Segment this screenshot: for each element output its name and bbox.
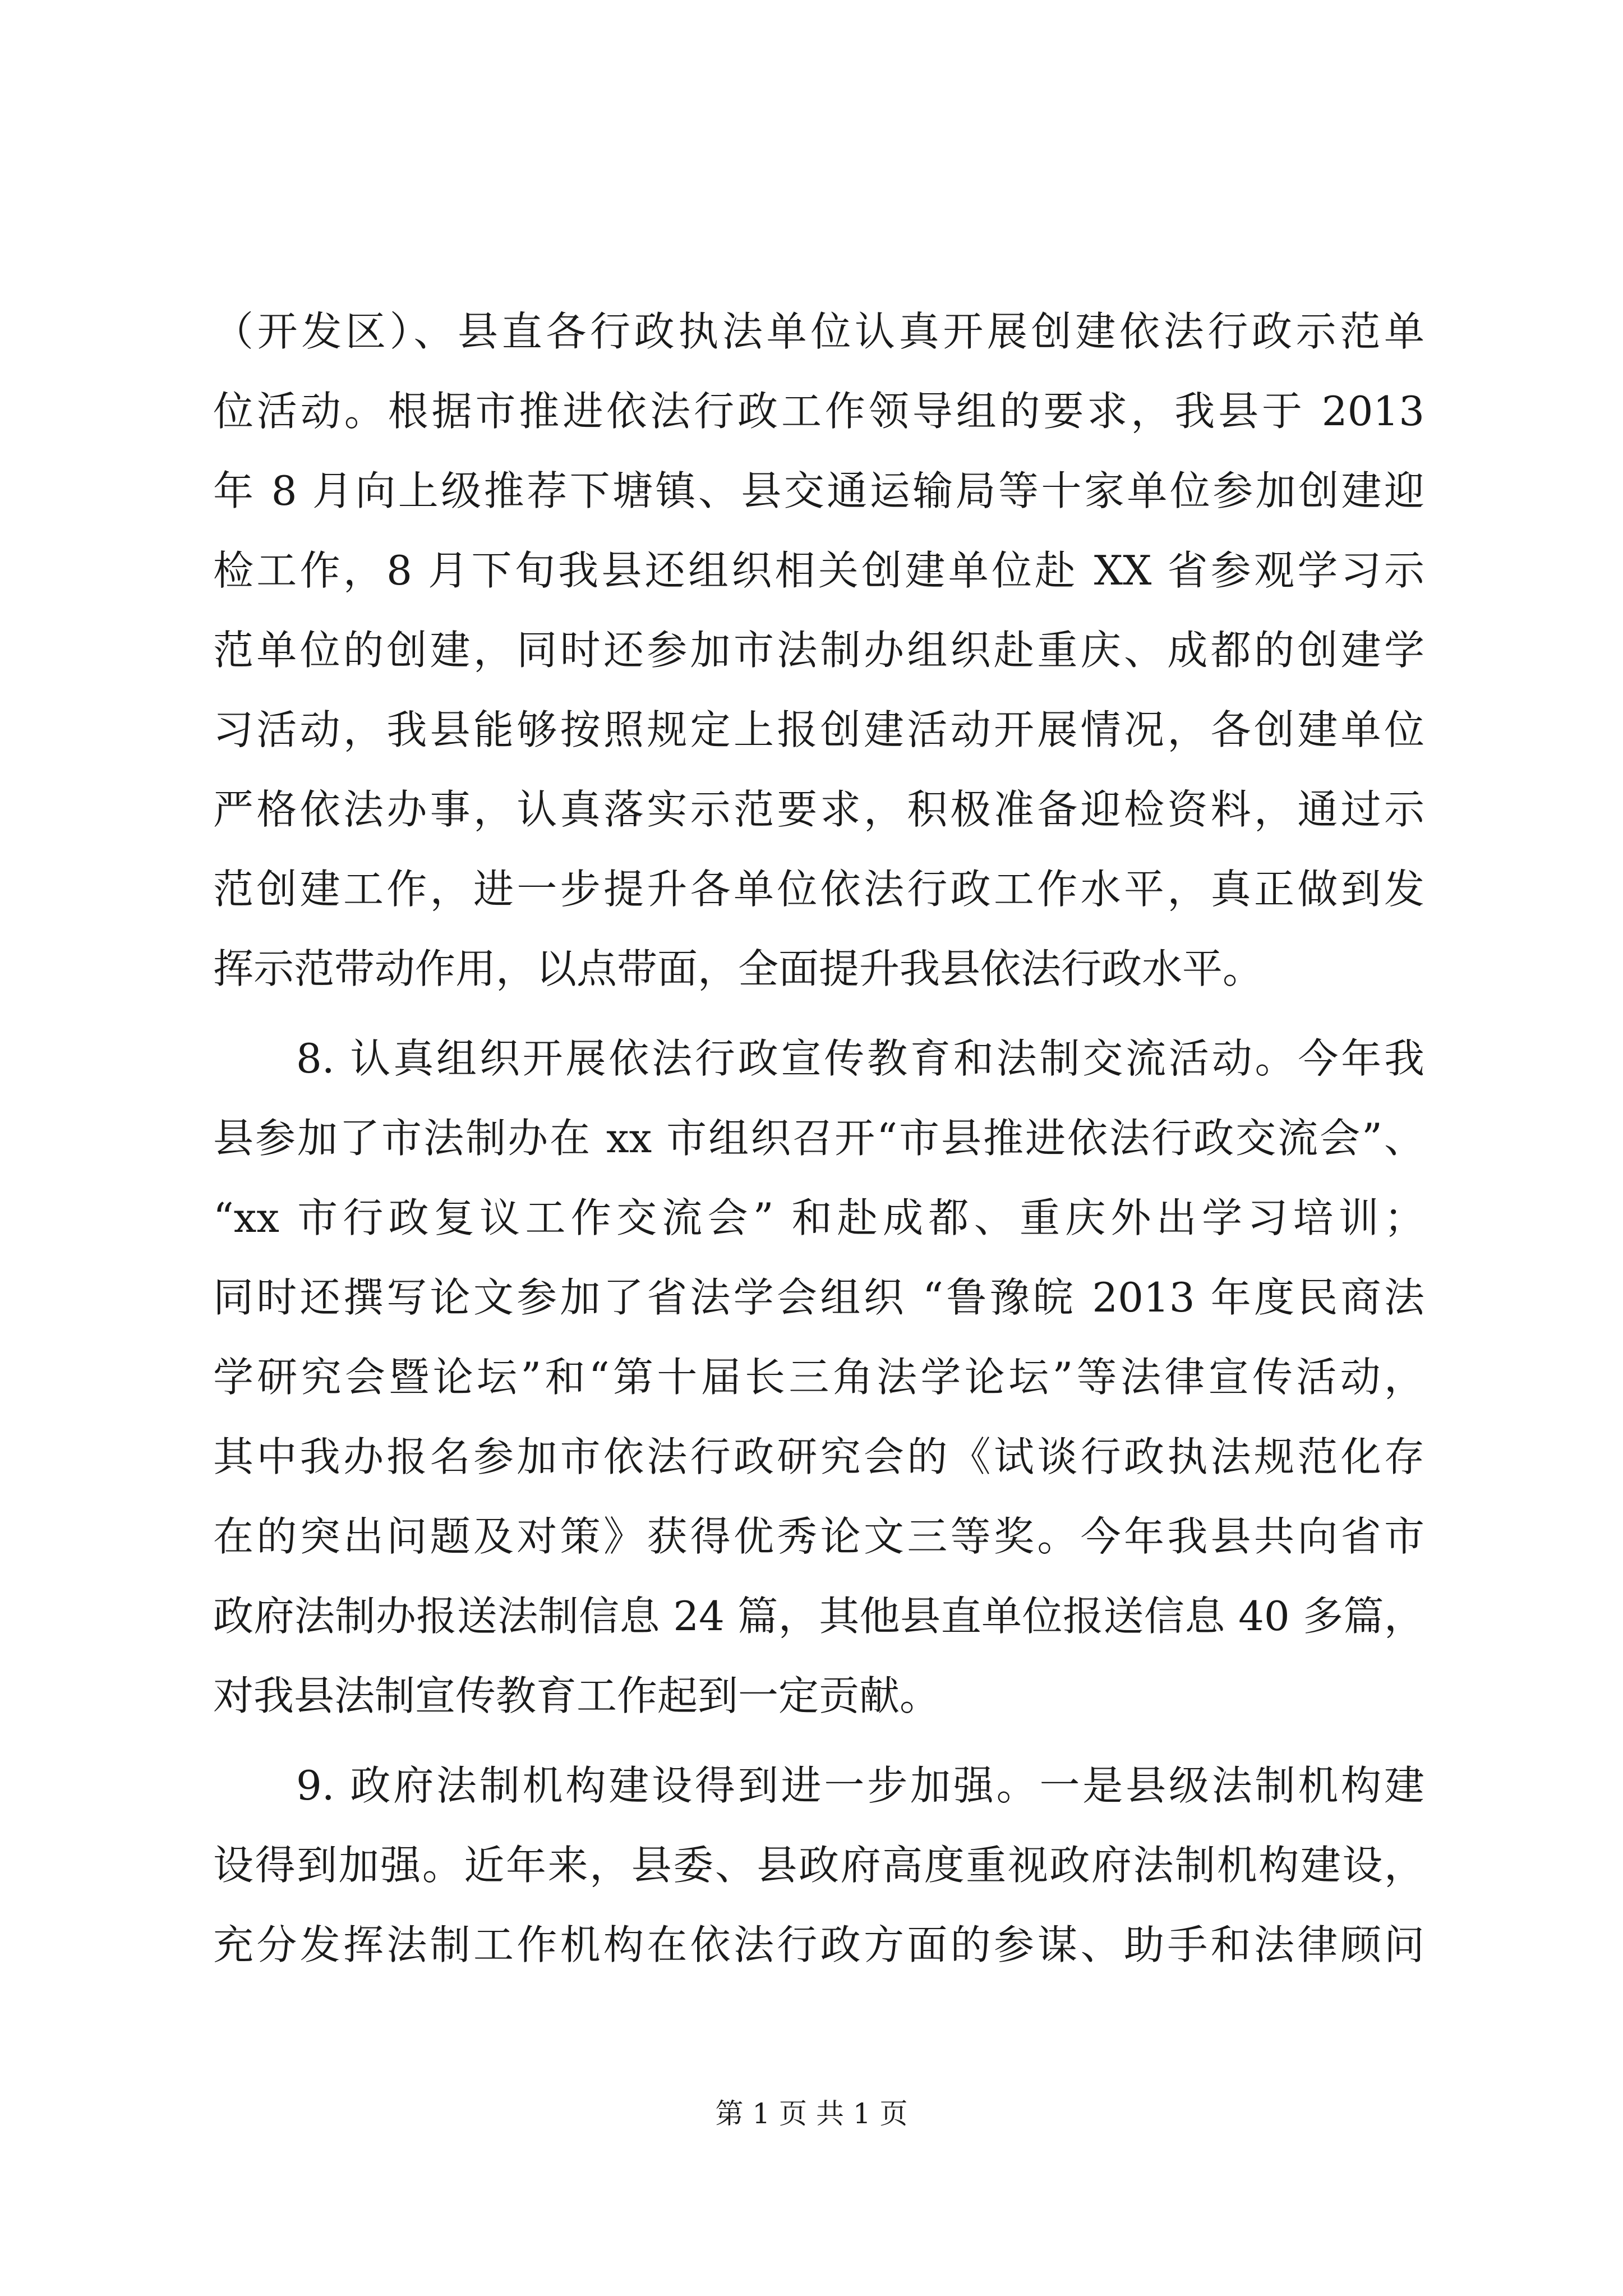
text-line: 县参加了市法制办在 xx 市组织召开“市县推进依法行政交流会”、	[213, 1115, 1424, 1162]
paragraph-start-line: 9. 政府法制机构建设得到进一步加强。一是县级法制机构建	[296, 1762, 1424, 1809]
page-footer: 第 1 页 共 1 页	[715, 2097, 908, 2130]
paragraph-gap	[213, 1009, 1424, 1019]
text-line: 设得到加强。近年来，县委、县政府高度重视政府法制机构建设，	[213, 1842, 1424, 1889]
text-line: 对我县法制宣传教育工作起到一定贡献。	[213, 1672, 940, 1719]
text-line: 同时还撰写论文参加了省法学会组织 “鲁豫皖 2013 年度民商法	[213, 1274, 1424, 1321]
text-line: （开发区）、县直各行政执法单位认真开展创建依法行政示范单	[213, 308, 1424, 355]
text-line: 学研究会暨论坛”和“第十届长三角法学论坛”等法律宣传活动，	[213, 1354, 1424, 1401]
text-line: 充分发挥法制工作机构在依法行政方面的参谋、助手和法律顾问	[213, 1921, 1424, 1968]
text-line: 位活动。根据市推进依法行政工作领导组的要求，我县于 2013	[213, 388, 1424, 435]
document-body	[213, 292, 1424, 1985]
text-line: 挥示范带动作用，以点带面，全面提升我县依法行政水平。	[213, 945, 1264, 992]
text-line: 范单位的创建，同时还参加市法制办组织赴重庆、成都的创建学	[213, 627, 1424, 674]
text-line: 习活动，我县能够按照规定上报创建活动开展情况，各创建单位	[213, 706, 1424, 753]
paragraph-gap	[213, 1736, 1424, 1746]
text-line: 检工作，8 月下旬我县还组织相关创建单位赴 XX 省参观学习示	[213, 547, 1424, 594]
text-line: “xx 市行政复议工作交流会” 和赴成都、重庆外出学习培训；	[213, 1194, 1424, 1241]
text-line: 严格依法办事，认真落实示范要求，积极准备迎检资料，通过示	[213, 786, 1424, 833]
text-line: 年 8 月向上级推荐下塘镇、县交通运输局等十家单位参加创建迎	[213, 467, 1424, 514]
text-line: 政府法制办报送法制信息 24 篇，其他县直单位报送信息 40 多篇，	[213, 1593, 1424, 1640]
text-line: 在的突出问题及对策》获得优秀论文三等奖。今年我县共向省市	[213, 1513, 1424, 1560]
text-line: 范创建工作，进一步提升各单位依法行政工作水平，真正做到发	[213, 866, 1424, 913]
text-line: 其中我办报名参加市依法行政研究会的《试谈行政执法规范化存	[213, 1433, 1424, 1480]
paragraph-start-line: 8. 认真组织开展依法行政宣传教育和法制交流活动。今年我	[296, 1035, 1424, 1082]
